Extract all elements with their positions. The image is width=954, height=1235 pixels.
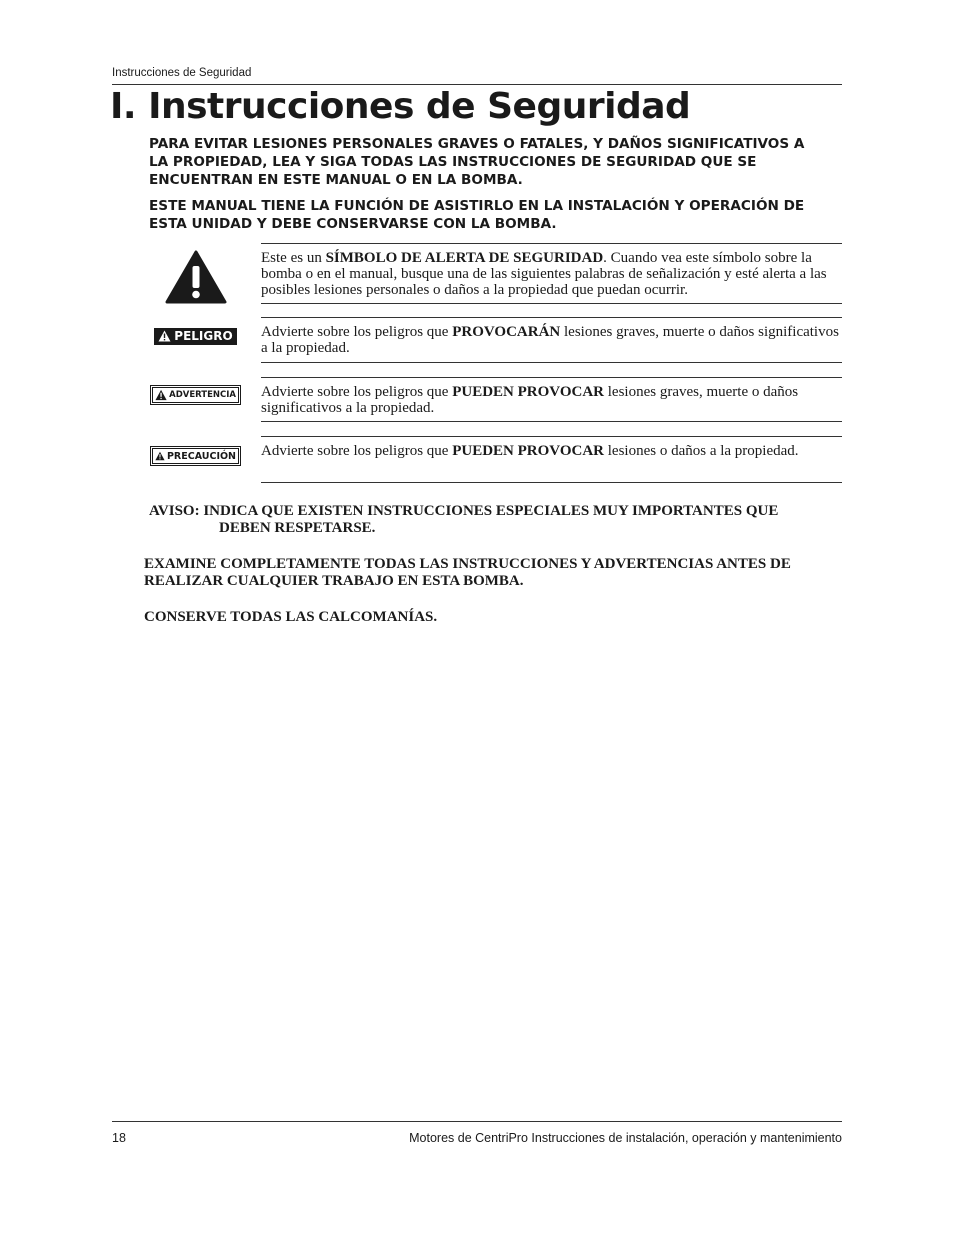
danger-label <box>154 328 236 345</box>
footer-document-title: Motores de CentriPro Instrucciones de instalación, operación y mantenimiento <box>409 1131 842 1145</box>
running-header: Instrucciones de Seguridad <box>112 67 252 79</box>
symbol-description-warning: Advierte sobre los peligros que PUEDEN PROVOCAR lesiones graves, muerte o daños significativos a la propiedad. <box>261 377 842 422</box>
header-divider <box>112 84 842 85</box>
notice-line-2: DEBEN RESPETARSE. <box>219 520 376 536</box>
symbol-row-danger <box>149 317 842 363</box>
intro-paragraph-2: ESTE MANUAL TIENE LA FUNCIÓN DE ASISTIRLO EN LA INSTALACIÓN Y OPERACIÓN DE ESTA UNIDAD Y DEBE CONSERVARSE CON LA BOMBA. <box>149 198 805 232</box>
footer-divider <box>112 1121 842 1122</box>
intro-paragraph-1: PARA EVITAR LESIONES PERSONALES GRAVES O FATALES, Y DAÑOS SIGNIFICATIVOS A LA PROPIEDAD, LEA Y SIGA TODAS LAS INSTRUCCIONES DE SEGURIDAD QUE SE ENCUENTRAN EN ESTE MANUAL O EN LA BOMBA. <box>149 136 805 188</box>
symbol-row-alert <box>149 243 842 304</box>
danger-signal-word <box>149 325 242 347</box>
notice-line-1: AVISO: INDICA QUE EXISTEN INSTRUCCIONES ESPECIALES MUY IMPORTANTES QUE <box>149 503 779 519</box>
warning-signal-word <box>149 384 242 406</box>
symbol-description-alert: Este es un SÍMBOLO DE ALERTA DE SEGURIDAD. Cuando vea este símbolo sobre la bomba o en el manual, busque una de las siguientes palabras de señalización y esté alerta a las posibles lesiones personales o daños a la propiedad que puedan ocurrir. <box>261 243 842 304</box>
notice-block <box>149 503 839 537</box>
caution-signal-word <box>149 445 242 467</box>
warning-triangle-icon <box>155 450 165 462</box>
page-number: 18 <box>112 1131 126 1145</box>
warning-label-text: ADVERTENCIA <box>169 390 236 400</box>
warning-label <box>150 385 241 405</box>
warning-triangle-icon <box>155 389 167 401</box>
symbol-row-warning <box>149 377 842 422</box>
conserve-decals: CONSERVE TODAS LAS CALCOMANÍAS. <box>144 609 438 625</box>
examine-instructions: EXAMINE COMPLETAMENTE TODAS LAS INSTRUCCIONES Y ADVERTENCIAS ANTES DE REALIZAR CUALQUIER TRABAJO EN ESTA BOMBA. <box>144 556 791 589</box>
intro-block <box>149 135 819 241</box>
danger-label-text: PELIGRO <box>174 329 233 343</box>
symbol-description-danger: Advierte sobre los peligros que PROVOCARÁN lesiones graves, muerte o daños significativos a la propiedad. <box>261 317 842 363</box>
page-title: I. Instrucciones de Seguridad <box>110 86 691 127</box>
caution-label-text: PRECAUCIÓN <box>166 450 236 462</box>
safety-alert-triangle-icon <box>149 249 242 305</box>
caution-label <box>150 446 241 466</box>
symbol-row-caution <box>149 436 842 483</box>
warning-triangle-icon <box>158 330 171 342</box>
symbol-description-caution: Advierte sobre los peligros que PUEDEN PROVOCAR lesiones o daños a la propiedad. <box>261 436 842 483</box>
